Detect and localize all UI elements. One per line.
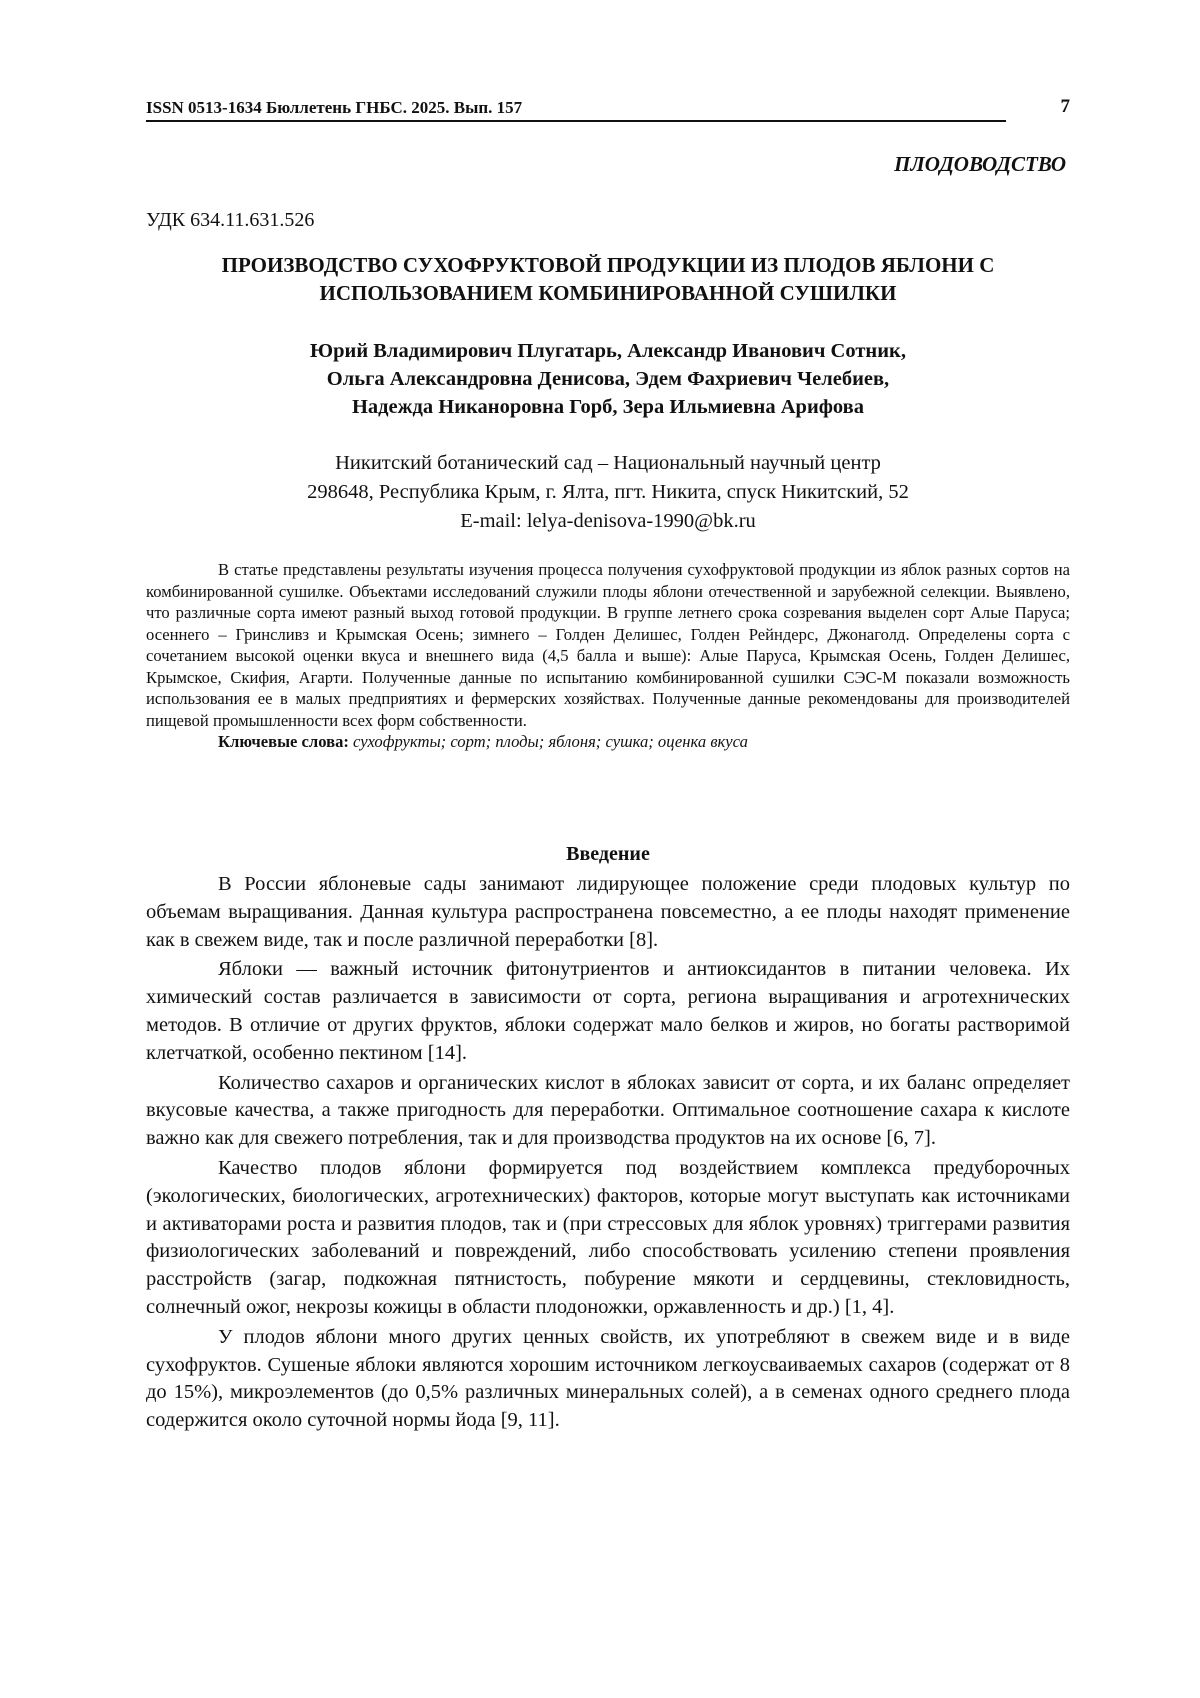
abstract-block: [146, 559, 1070, 753]
body-paragraph: В России яблоневые сады занимают лидирующее положение среди плодовых культур по объемам выращивания. Данная культура распространена повсеместно, а ее плоды находят применение как в свежем виде, так и после различной переработки [8].: [146, 873, 1070, 951]
authors: [146, 337, 1070, 421]
section-label: ПЛОДОВОДСТВО: [894, 152, 1066, 176]
email: E-mail: lelya-denisova-1990@bk.ru: [460, 510, 756, 532]
body-paragraph: У плодов яблони много других ценных свойств, их употребляют в свежем виде и в виде сухофруктов. Сушеные яблоки являются хорошим источником легкоусваиваемых сахаров (содержат от 8 до 15%), микроэлементов (до 0,5% различных минеральных солей), а в семенах одного среднего плода содержится около суточной нормы йода [9, 11].: [146, 1325, 1070, 1432]
intro-heading: Введение: [566, 843, 650, 865]
keywords-list: сухофрукты; сорт; плоды; яблоня; сушка; оценка вкуса: [353, 732, 748, 751]
keywords: [146, 731, 1070, 753]
institution: Никитский ботанический сад – Национальный научный центр: [335, 452, 881, 474]
page-number: 7: [1060, 96, 1070, 117]
affiliation: [146, 449, 1070, 536]
keywords-label: Ключевые слова:: [218, 732, 349, 751]
journal-info: ISSN 0513-1634 Бюллетень ГНБС. 2025. Вып. 157: [146, 98, 523, 117]
body-paragraph: Яблоки — важный источник фитонутриентов и антиоксидантов в питании человека. Их химический состав различается в зависимости от сорта, региона выращивания и агротехнических методов. В отличие от других фруктов, яблоки содержат мало белков и жиров, но богаты растворимой клетчаткой, особенно пектином [14].: [146, 958, 1070, 1064]
body-paragraph: Количество сахаров и органических кислот в яблоках зависит от сорта, и их баланс определяет вкусовые качества, а также пригодность для переработки. Оптимальное соотношение сахара к кислоте важно как для свежего потребления, так и для производства продуктов на их основе [6, 7].: [146, 1071, 1070, 1150]
title-line: ИСПОЛЬЗОВАНИЕМ КОМБИНИРОВАННОЙ СУШИЛКИ: [319, 281, 897, 305]
title-line: ПРОИЗВОДСТВО СУХОФРУКТОВОЙ ПРОДУКЦИИ ИЗ ПЛОДОВ ЯБЛОНИ С: [221, 253, 995, 277]
authors-line: Юрий Владимирович Плугатарь, Александр Иванович Сотник,: [310, 340, 906, 362]
header-rule: [146, 120, 1006, 122]
article-title: [146, 251, 1070, 307]
authors-line: Надежда Никаноровна Горб, Зера Ильмиевна Арифова: [351, 396, 864, 418]
body-paragraph: Качество плодов яблони формируется под воздействием комплекса предуборочных (экологических, биологических, агротехнических) факторов, которые могут выступать как источниками и активаторами роста и развития плодов, так и (при стрессовых для яблок уровнях) триггерами развития физиологических заболеваний и повреждений, либо способствовать усилению степени проявления расстройств (загар, подкожная пятнистость, побурение мякоти и сердцевины, стекловидность, солнечный ожог, некрозы кожицы в области плодоножки, оржавленность и др.) [1, 4].: [146, 1156, 1070, 1318]
udk-code: УДК 634.11.631.526: [146, 209, 315, 231]
authors-line: Ольга Александровна Денисова, Эдем Фахриевич Челебиев,: [326, 368, 890, 390]
abstract-text: В статье представлены результаты изучения процесса получения сухофруктовой продукции из яблок разных сортов на комбинированной сушилке. Объектами исследований служили плоды яблони отечественной и зарубежной селекции. Выявлено, что различные сорта имеют разный выход готовой продукции. В группе летнего срока созревания выделен сорт Алые Паруса; осеннего – Гринсливз и Крымская Осень; зимнего – Голден Делишес, Голден Рейндерс, Джонаголд. Определены сорта с сочетанием высокой оценки вкуса и внешнего вида (4,5 балла и выше): Алые Паруса, Крымская Осень, Голден Делишес, Крымское, Скифия, Агарти. Полученные данные по испытанию комбинированной сушилки СЭС-М показали возможность использования ее в малых предприятиях и фермерских хозяйствах. Полученные данные рекомендованы для производителей пищевой промышленности всех форм собственности.: [146, 560, 1070, 730]
running-header: [146, 96, 1070, 124]
intro-body: [146, 871, 1070, 1437]
address: 298648, Республика Крым, г. Ялта, пгт. Никита, спуск Никитский, 52: [307, 481, 909, 503]
